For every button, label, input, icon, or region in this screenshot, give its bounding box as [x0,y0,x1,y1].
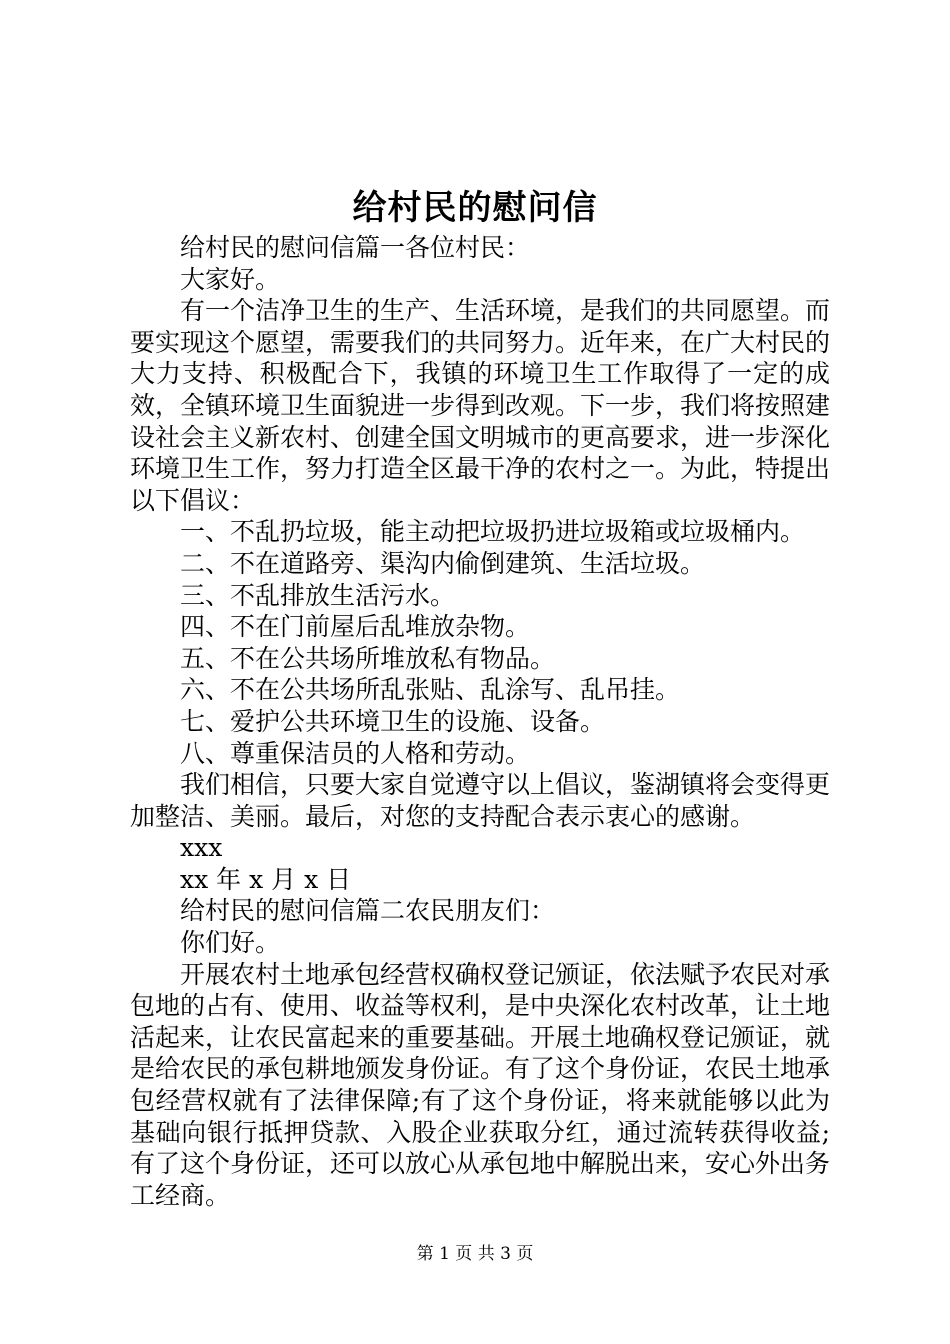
document-body [130,232,830,1211]
greeting-line-1: 给村民的慰问信篇一各位村民： [180,233,531,262]
proposal-item-3: 三、不乱排放生活污水。 [180,580,456,610]
proposal-item-2: 二、不在道路旁、渠沟内偷倒建筑、生活垃圾。 [180,548,706,578]
date-line: xx 年 x 月 x 日 [180,864,352,894]
proposal-item-6: 六、不在公共场所乱张贴、乱涂写、乱吊挂。 [180,675,681,705]
proposal-item-4: 四、不在门前屋后乱堆放杂物。 [180,612,531,642]
proposal-item-5: 五、不在公共场所堆放私有物品。 [180,643,556,673]
body-paragraph-1: 有一个洁净卫生的生产、生活环境，是我们的共同愿望。而要实现这个愿望，需要我们的共同努力。近年来，在广大村民的大力支持、积极配合下，我镇的环境卫生工作取得了一定的成效，全镇环境卫生面貌进一步得到改观。下一步，我们将按照建设社会主义新农村、创建全国文明城市的更高要求，进一步深化环境卫生工作，努力打造全区最干净的农村之一。为此，特提出以下倡议： [130,296,831,515]
closing-paragraph-1: 我们相信，只要大家自觉遵守以上倡议，鉴湖镇将会变得更加整洁、美丽。最后，对您的支持配合表示衷心的感谢。 [130,770,831,831]
proposal-item-8: 八、尊重保洁员的人格和劳动。 [180,738,531,768]
greeting-line-2: 给村民的慰问信篇二农民朋友们： [180,896,556,926]
salutation-1: 大家好。 [180,264,281,294]
proposal-item-7: 七、爱护公共环境卫生的设施、设备。 [180,706,606,736]
document-title: 给村民的慰问信 [352,188,598,228]
salutation-2: 你们好。 [180,928,281,958]
proposal-item-1: 一、不乱扔垃圾，能主动把垃圾扔进垃圾箱或垃圾桶内。 [180,517,806,547]
page-footer: 第 1 页 共 3 页 [416,1244,534,1264]
signature: xxx [180,833,223,863]
body-paragraph-2: 开展农村土地承包经营权确权登记颁证，依法赋予农民对承包地的占有、使用、收益等权利，是中央深化农村改革，让土地活起来，让农民富起来的重要基础。开展土地确权登记颁证，就是给农民的承包耕地颁发身份证。有了这个身份证，农民土地承包经营权就有了法律保障;有了这个身份证，将来就能够以此为基础向银行抵押贷款、入股企业获取分红，通过流转获得收益;有了这个身份证，还可以放心从承包地中解脱出来，安心外出务工经商。 [130,959,831,1210]
